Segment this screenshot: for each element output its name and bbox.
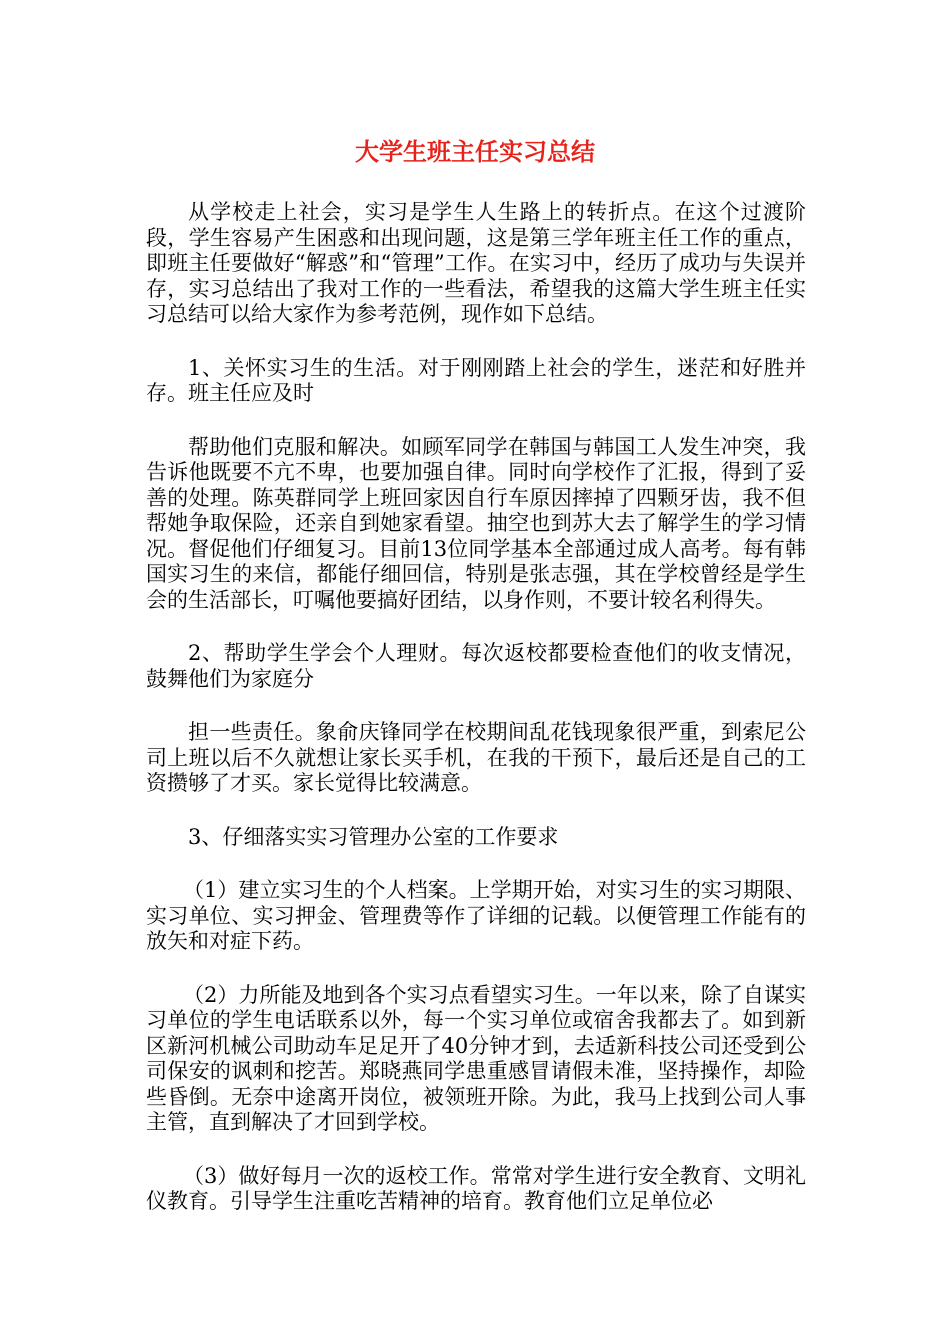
section-1-heading: 1、关怀实习生的生活。对于刚刚踏上社会的学生，迷茫和好胜并存。班主任应及时 xyxy=(146,355,806,405)
document-body xyxy=(146,200,806,1243)
section-2-paragraph: 担一些责任。象俞庆锋同学在校期间乱花钱现象很严重，到索尼公司上班以后不久就想让家长买手机，在我的干预下，最后还是自己的工资攒够了才买。家长觉得比较满意。 xyxy=(146,720,806,795)
section-3-item-2: （2）力所能及地到各个实习点看望实习生。一年以来，除了自谋实习单位的学生电话联系以外，每一个实习单位或宿舍我都去了。如到新区新河机械公司助动车足足开了40分钟才到，去适新科技公司还受到公司保安的讽刺和挖苦。郑晓燕同学患重感冒请假未准，坚持操作，却险些昏倒。无奈中途离开岗位，被领班开除。为此，我马上找到公司人事主管，直到解决了才回到学校。 xyxy=(146,982,806,1134)
section-3-item-3: （3）做好每月一次的返校工作。常常对学生进行安全教育、文明礼仪教育。引导学生注重吃苦精神的培育。教育他们立足单位必 xyxy=(146,1163,806,1213)
section-2-heading: 2、帮助学生学会个人理财。每次返校都要检查他们的收支情况，鼓舞他们为家庭分 xyxy=(146,641,806,691)
section-3-item-1: （1）建立实习生的个人档案。上学期开始，对实习生的实习期限、实习单位、实习押金、管理费等作了详细的记载。以便管理工作能有的放矢和对症下药。 xyxy=(146,878,806,953)
section-1-paragraph: 帮助他们克服和解决。如顾军同学在韩国与韩国工人发生冲突，我告诉他既要不亢不卑，也要加强自律。同时向学校作了汇报，得到了妥善的处理。陈英群同学上班回家因自行车原因摔掉了四颗牙齿，我不但帮她争取保险，还亲自到她家看望。抽空也到苏大去了解学生的学习情况。督促他们仔细复习。目前13位同学基本全部通过成人高考。每有韩国实习生的来信，都能仔细回信，特别是张志强，其在学校曾经是学生会的生活部长，叮嘱他要搞好团结，以身作则，不要计较名利得失。 xyxy=(146,434,806,612)
intro-paragraph: 从学校走上社会，实习是学生人生路上的转折点。在这个过渡阶段，学生容易产生困惑和出现问题，这是第三学年班主任工作的重点，即班主任要做好“解惑”和“管理”工作。在实习中，经历了成功与失误并存，实习总结出了我对工作的一些看法，希望我的这篇大学生班主任实习总结可以给大家作为参考范例，现作如下总结。 xyxy=(146,200,806,326)
section-3-heading: 3、仔细落实实习管理办公室的工作要求 xyxy=(188,824,559,849)
document-title: 大学生班主任实习总结 xyxy=(355,138,595,166)
